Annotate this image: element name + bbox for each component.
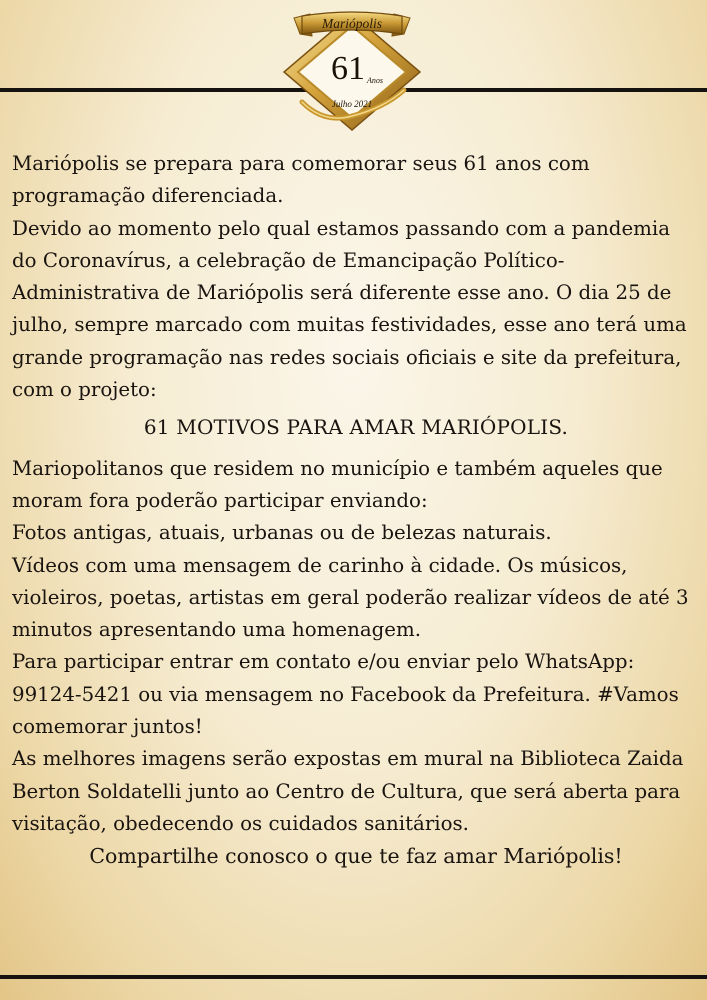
paragraph-intro: Mariópolis se prepara para comemorar seus 61 anos com programação diferenciada. xyxy=(12,152,590,208)
paragraph-context: Devido ao momento pelo qual estamos passando com a pandemia do Coronavírus, a celebração de Emancipação Político-Administrativa de Mariópolis será diferente esse ano. O dia 25 de julho, sempre marcado com muitas festividades, esse ano terá uma grande programação nas redes sociais oficiais e site da prefeitura, com o projeto: xyxy=(12,216,687,402)
paragraph-participants: Mariopolitanos que residem no município e também aqueles que moram fora poderão participar enviando: xyxy=(12,456,663,512)
paragraph-exhibition: As melhores imagens serão expostas em mural na Biblioteca Zaida Berton Soldatelli junto ao Centro de Cultura, que será aberta para visitação, obedecendo os cuidados sanitários. xyxy=(12,747,684,835)
paragraph-photos: Fotos antigas, atuais, urbanas ou de belezas naturais. xyxy=(12,521,552,545)
emblem-number: 61 xyxy=(331,50,365,87)
emblem-banner-text: Mariópolis xyxy=(321,16,383,31)
paragraph-videos: Vídeos com uma mensagem de carinho à cidade. Os músicos, violeiros, poetas, artistas em geral poderão realizar vídeos de até 3 minutos apresentando uma homenagem. xyxy=(12,553,689,642)
closing-line: Compartilhe conosco o que te faz amar Mariópolis! xyxy=(89,844,623,869)
emblem-date: Julho 2021 xyxy=(331,99,373,109)
emblem-anos: Anos xyxy=(367,76,383,85)
paragraph-contact: Para participar entrar em contato e/ou enviar pelo WhatsApp: 99124-5421 ou via mensagem no Facebook da Prefeitura. #Vamos comemorar juntos! xyxy=(12,650,679,739)
project-headline: 61 MOTIVOS PARA AMAR MARIÓPOLIS. xyxy=(143,415,569,440)
bottom-rule xyxy=(0,975,707,979)
anniversary-emblem xyxy=(272,6,432,134)
emblem-graphic xyxy=(272,6,432,134)
announcement-body xyxy=(12,148,700,873)
